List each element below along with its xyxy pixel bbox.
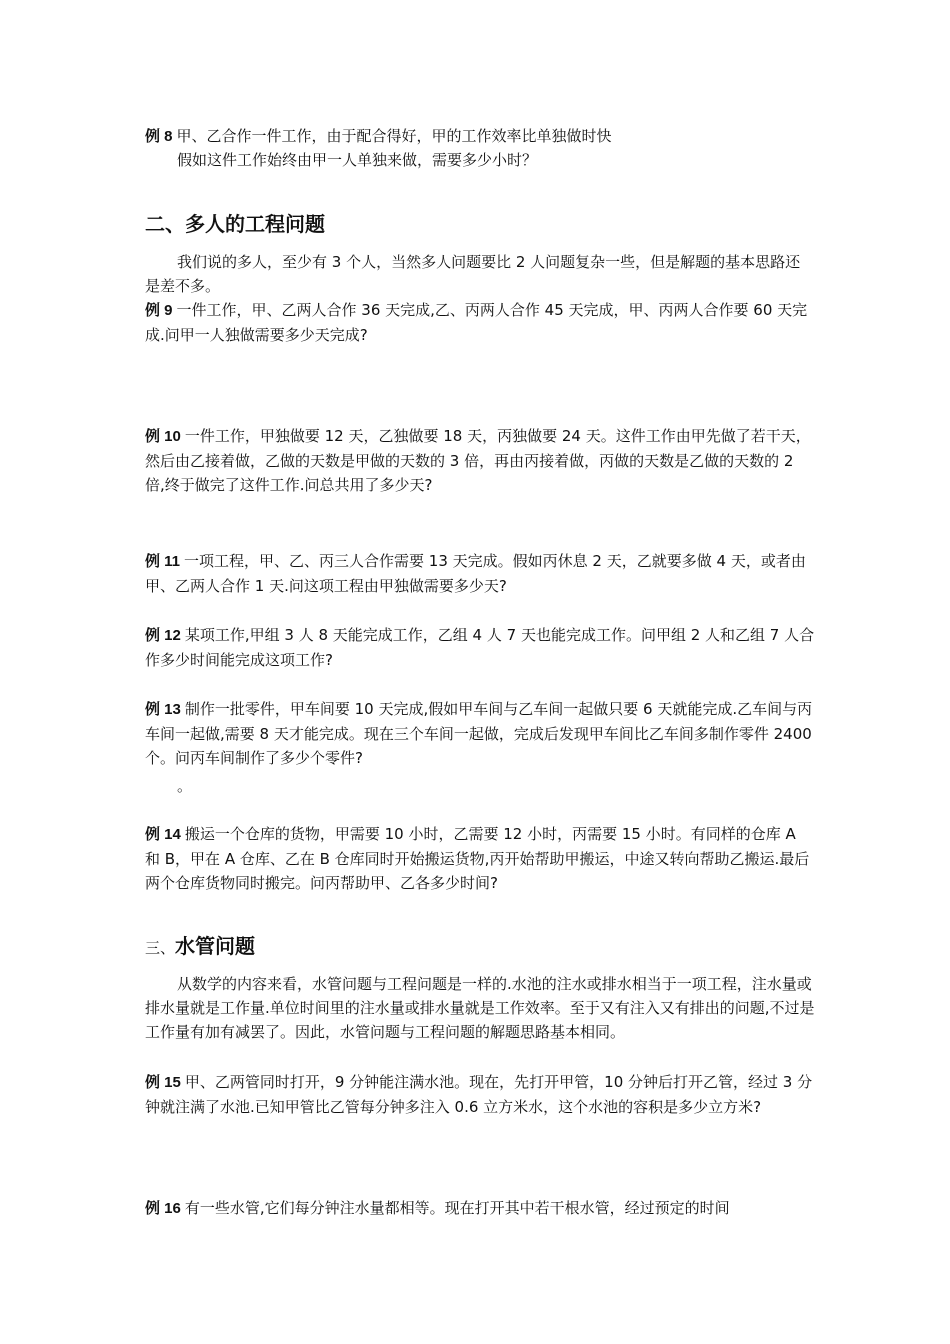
stray-period: 。: [177, 777, 193, 795]
example-14: [145, 822, 815, 895]
section-intro: 从数学的内容来看，水管问题与工程问题是一样的.水池的注水或排水相当于一项工程，注水量或排水量就是工作量.单位时间里的注水量或排水量就是工作效率。至于又有注入又有排出的问题,不过是工作量有加有减罢了。因此，水管问题与工程问题的解题思路基本相同。: [145, 975, 815, 1041]
example-text: 一项工程，甲、乙、丙三人合作需要 13 天完成。假如丙休息 2 天，乙就要多做 4 天，或者由甲、乙两人合作 1 天.问这项工程由甲独做需要多少天?: [145, 552, 806, 595]
section-heading: 二、多人的工程问题: [145, 212, 325, 236]
example-15: [145, 1070, 815, 1119]
example-8-line2: 假如这件工作始终由甲一人单独来做，需要多少小时？: [177, 151, 538, 169]
example-text: 甲、乙合作一件工作，由于配合得好，甲的工作效率比单独做时快: [176, 127, 612, 145]
example-13: [145, 697, 815, 770]
example-label: 例 16: [145, 1200, 181, 1217]
example-text: 一件工作，甲、乙两人合作 36 天完成,乙、丙两人合作 45 天完成，甲、丙两人合作要 60 天完成.问甲一人独做需要多少天完成?: [145, 301, 808, 344]
example-16: [145, 1196, 815, 1221]
example-label: 例 13: [145, 701, 181, 718]
example-label: 例 14: [145, 826, 181, 843]
example-label: 例 8: [145, 128, 173, 145]
example-text: 搬运一个仓库的货物，甲需要 10 小时，乙需要 12 小时，丙需要 15 小时。有同样的仓库 A 和 B，甲在 A 仓库、乙在 B 仓库同时开始搬运货物,丙开始帮助甲搬运，中途又转向帮助乙搬运.最后两个仓库货物同时搬完。问丙帮助甲、乙各多少时间?: [145, 825, 810, 892]
example-text: 制作一批零件，甲车间要 10 天完成,假如甲车间与乙车间一起做只要 6 天就能完成.乙车间与丙车间一起做,需要 8 天才能完成。现在三个车间一起做，完成后发现甲车间比乙车间多制作零件 2400 个。问丙车间制作了多少个零件?: [145, 700, 813, 767]
section-number: 三、: [145, 939, 176, 957]
example-10: [145, 424, 815, 497]
example-11: [145, 549, 815, 598]
example-9: [145, 298, 815, 347]
example-12: [145, 623, 815, 672]
example-8: [145, 124, 815, 149]
example-label: 例 9: [145, 302, 173, 319]
example-label: 例 12: [145, 627, 181, 644]
section-heading: [145, 932, 255, 962]
section-title: 水管问题: [175, 934, 256, 958]
example-label: 例 10: [145, 428, 181, 445]
section-intro: 我们说的多人，至少有 3 个人，当然多人问题要比 2 人问题复杂一些，但是解题的基本思路还是差不多。: [145, 253, 801, 295]
example-text: 一件工作，甲独做要 12 天，乙独做要 18 天，丙独做要 24 天。这件工作由甲先做了若干天，然后由乙接着做，乙做的天数是甲做的天数的 3 倍，再由丙接着做，丙做的天数是乙做的天数的 2 倍,终于做完了这件工作.问总共用了多少天?: [145, 427, 811, 494]
example-text: 某项工作,甲组 3 人 8 天能完成工作，乙组 4 人 7 天也能完成工作。问甲组 2 人和乙组 7 人合作多少时间能完成这项工作?: [145, 626, 815, 669]
example-text: 甲、乙两管同时打开，9 分钟能注满水池。现在，先打开甲管，10 分钟后打开乙管，经过 3 分钟就注满了水池.已知甲管比乙管每分钟多注入 0.6 立方米水，这个水池的容积是多少立方米?: [145, 1073, 813, 1116]
example-text: 有一些水管,它们每分钟注水量都相等。现在打开其中若干根水管，经过预定的时间: [184, 1199, 730, 1217]
example-label: 例 11: [145, 553, 181, 570]
example-label: 例 15: [145, 1074, 181, 1091]
